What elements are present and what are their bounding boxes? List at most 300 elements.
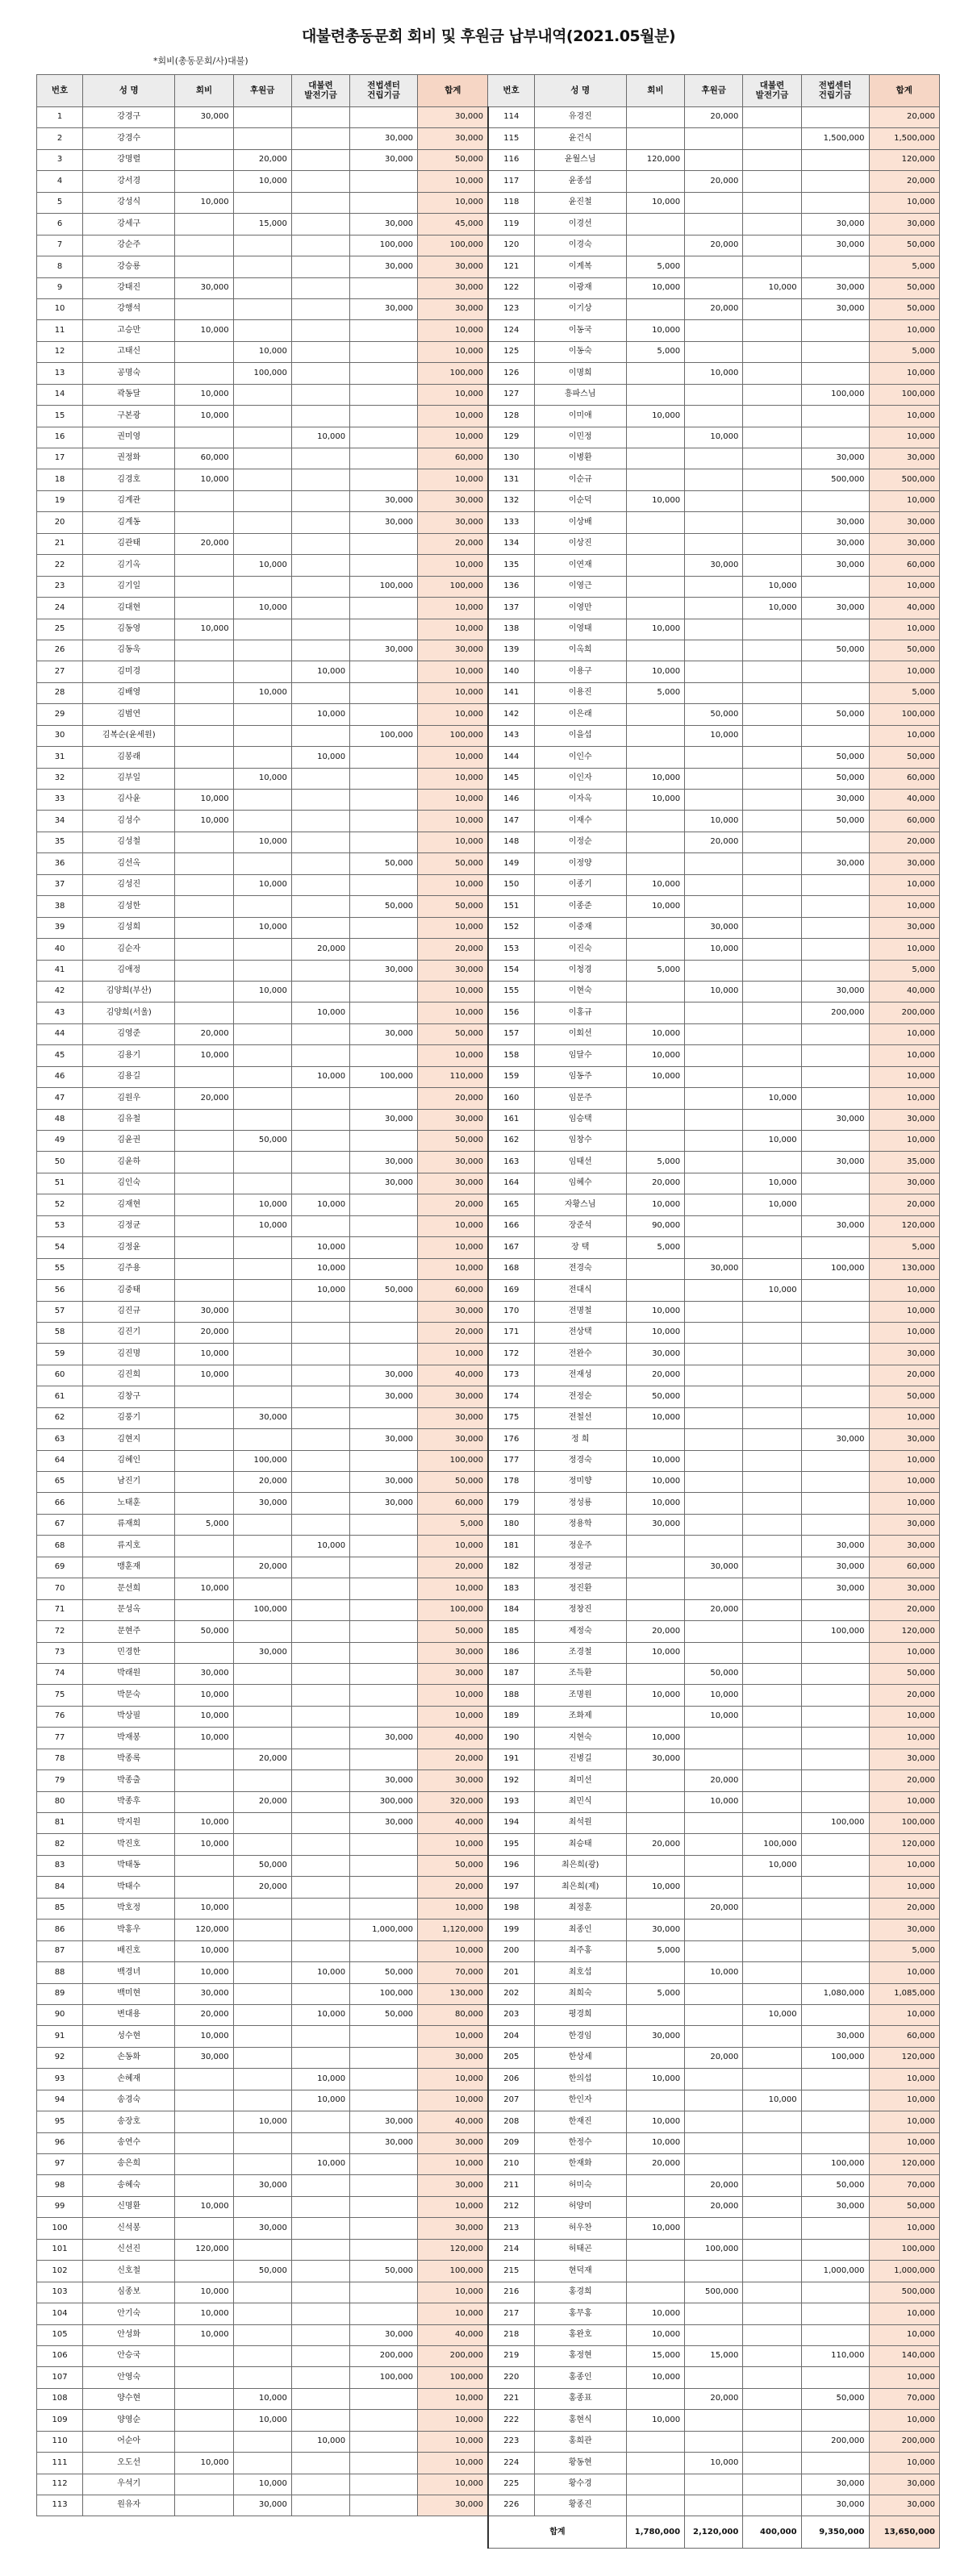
member-name: 김애정 <box>83 960 175 981</box>
grand-total-dues: 1,780,000 <box>626 2516 684 2549</box>
donation-amount <box>233 1919 291 1940</box>
member-name: 이은래 <box>534 704 626 725</box>
development-fund-amount <box>291 149 349 170</box>
center-fund-amount <box>350 747 418 768</box>
row-number: 93 <box>37 2069 83 2090</box>
row-total: 30,000 <box>418 1663 488 1684</box>
donation-amount: 20,000 <box>685 832 743 852</box>
row-number: 111 <box>37 2453 83 2474</box>
dues-amount <box>175 1002 233 1023</box>
development-fund-amount <box>743 2453 801 2474</box>
row-number: 18 <box>37 469 83 490</box>
row-total: 20,000 <box>418 939 488 960</box>
dues-amount: 20,000 <box>626 1365 684 1386</box>
dues-amount <box>175 149 233 170</box>
dues-amount: 10,000 <box>175 1365 233 1386</box>
row-total: 30,000 <box>418 128 488 149</box>
member-name: 이정순 <box>534 832 626 852</box>
table-header-row <box>37 75 940 107</box>
development-fund-amount <box>743 1663 801 1684</box>
dues-amount <box>626 2196 684 2217</box>
development-fund-amount <box>743 1109 801 1130</box>
row-total: 100,000 <box>869 1813 939 1834</box>
row-number: 124 <box>488 320 534 341</box>
row-number: 136 <box>488 576 534 597</box>
member-name: 박호정 <box>83 1898 175 1919</box>
dues-amount <box>626 1557 684 1578</box>
center-fund-amount: 30,000 <box>801 214 869 235</box>
member-name: 이회선 <box>534 1023 626 1044</box>
row-total: 1,085,000 <box>869 1983 939 2004</box>
member-name: 강행석 <box>83 298 175 319</box>
center-fund-amount <box>801 1706 869 1727</box>
center-fund-amount: 100,000 <box>350 725 418 746</box>
center-fund-amount <box>801 1514 869 1535</box>
row-number: 65 <box>37 1472 83 1493</box>
center-fund-amount <box>350 1258 418 1279</box>
member-name: 김현지 <box>83 1429 175 1450</box>
row-number: 119 <box>488 214 534 235</box>
dues-amount: 120,000 <box>175 1919 233 1940</box>
donation-amount <box>233 853 291 874</box>
member-name: 이을섭 <box>534 725 626 746</box>
row-total: 30,000 <box>869 1919 939 1940</box>
donation-amount: 30,000 <box>685 555 743 576</box>
development-fund-amount <box>291 811 349 832</box>
member-name: 강경수 <box>83 128 175 149</box>
member-name: 한인자 <box>534 2090 626 2111</box>
dues-amount: 10,000 <box>626 661 684 682</box>
row-number: 187 <box>488 1663 534 1684</box>
dues-amount <box>175 1877 233 1898</box>
row-number: 75 <box>37 1685 83 1706</box>
donation-amount <box>233 1109 291 1130</box>
table-row <box>37 939 940 960</box>
center-fund-amount <box>350 1322 418 1343</box>
member-name: 정성룡 <box>534 1493 626 1514</box>
member-name: 이경선 <box>534 214 626 235</box>
center-fund-amount <box>801 661 869 682</box>
row-total: 40,000 <box>418 2111 488 2132</box>
row-total: 30,000 <box>869 1429 939 1450</box>
member-name: 오도선 <box>83 2453 175 2474</box>
row-total: 10,000 <box>869 874 939 895</box>
member-name: 김유철 <box>83 1109 175 1130</box>
member-name: 김복순(윤세원) <box>83 725 175 746</box>
dues-amount: 50,000 <box>626 1386 684 1407</box>
row-total: 100,000 <box>869 384 939 405</box>
center-fund-amount <box>801 1088 869 1109</box>
row-total: 20,000 <box>418 1088 488 1109</box>
row-number: 210 <box>488 2154 534 2175</box>
donation-amount: 10,000 <box>233 2388 291 2409</box>
table-row <box>37 1109 940 1130</box>
development-fund-amount <box>291 1940 349 1961</box>
table-row <box>37 555 940 576</box>
row-total: 10,000 <box>869 363 939 384</box>
row-number: 40 <box>37 939 83 960</box>
development-fund-amount <box>743 1023 801 1044</box>
row-total: 30,000 <box>418 1173 488 1194</box>
member-name: 김혜인 <box>83 1450 175 1471</box>
row-total: 30,000 <box>418 2175 488 2196</box>
donation-amount: 20,000 <box>685 2388 743 2409</box>
development-fund-amount <box>743 619 801 640</box>
row-number: 142 <box>488 704 534 725</box>
donation-amount: 10,000 <box>685 363 743 384</box>
row-number: 55 <box>37 1258 83 1279</box>
member-name: 홍종표 <box>534 2388 626 2409</box>
member-name: 김풍기 <box>83 1407 175 1428</box>
center-fund-amount: 50,000 <box>801 704 869 725</box>
table-row <box>37 1429 940 1450</box>
development-fund-amount <box>743 661 801 682</box>
center-fund-amount: 30,000 <box>801 2026 869 2047</box>
donation-amount <box>233 1173 291 1194</box>
development-fund-amount <box>743 533 801 554</box>
center-fund-amount <box>801 363 869 384</box>
row-total: 60,000 <box>418 1280 488 1301</box>
donation-amount <box>685 128 743 149</box>
row-total: 30,000 <box>418 1301 488 1322</box>
row-total: 20,000 <box>869 1194 939 1215</box>
center-fund-amount: 30,000 <box>801 790 869 811</box>
center-fund-amount <box>801 320 869 341</box>
dues-amount <box>175 1749 233 1769</box>
center-fund-amount <box>350 1642 418 1663</box>
development-fund-amount <box>743 768 801 789</box>
row-number: 60 <box>37 1365 83 1386</box>
row-number: 203 <box>488 2004 534 2025</box>
member-name: 이연재 <box>534 555 626 576</box>
row-number: 179 <box>488 1493 534 1514</box>
row-total: 10,000 <box>418 1578 488 1599</box>
dues-amount <box>626 235 684 256</box>
center-fund-amount: 30,000 <box>801 1429 869 1450</box>
row-number: 158 <box>488 1045 534 1066</box>
row-number: 45 <box>37 1045 83 1066</box>
donation-amount: 30,000 <box>233 1407 291 1428</box>
center-fund-amount <box>350 1621 418 1642</box>
dues-amount: 10,000 <box>626 1066 684 1087</box>
table-row <box>37 2004 940 2025</box>
dues-amount <box>175 1642 233 1663</box>
row-number: 72 <box>37 1621 83 1642</box>
donation-amount <box>685 768 743 789</box>
development-fund-amount <box>743 1322 801 1343</box>
member-name: 강서경 <box>83 171 175 192</box>
dues-amount <box>626 981 684 1002</box>
table-row <box>37 1194 940 1215</box>
row-number: 22 <box>37 555 83 576</box>
donation-amount: 20,000 <box>233 1791 291 1812</box>
dues-amount <box>175 981 233 1002</box>
development-fund-amount <box>743 1536 801 1557</box>
member-name: 맹훈재 <box>83 1557 175 1578</box>
development-fund-amount <box>743 1578 801 1599</box>
development-fund-amount <box>743 427 801 448</box>
donation-amount <box>233 2154 291 2175</box>
row-number: 103 <box>37 2282 83 2303</box>
development-fund-amount <box>743 1599 801 1620</box>
member-name: 허미숙 <box>534 2175 626 2196</box>
center-fund-amount <box>801 1663 869 1684</box>
table-row <box>37 1088 940 1109</box>
member-name: 김경호 <box>83 469 175 490</box>
development-fund-amount <box>291 214 349 235</box>
donation-amount <box>685 1983 743 2004</box>
dues-amount <box>175 896 233 917</box>
row-number: 97 <box>37 2154 83 2175</box>
member-name: 류지호 <box>83 1536 175 1557</box>
row-total: 10,000 <box>418 555 488 576</box>
dues-amount <box>175 298 233 319</box>
row-total: 30,000 <box>418 2132 488 2153</box>
donation-amount <box>685 1194 743 1215</box>
member-name: 한경임 <box>534 2026 626 2047</box>
header-center-fund: 전법센터 건립기금 <box>801 75 869 107</box>
dues-amount <box>626 1429 684 1450</box>
center-fund-amount: 30,000 <box>350 512 418 533</box>
donation-amount <box>233 1770 291 1791</box>
development-fund-amount <box>291 2218 349 2239</box>
member-name: 정정균 <box>534 1557 626 1578</box>
donation-amount <box>685 1215 743 1236</box>
row-number: 79 <box>37 1770 83 1791</box>
development-fund-amount <box>291 1621 349 1642</box>
grand-total-development-fund: 400,000 <box>743 2516 801 2549</box>
center-fund-amount <box>350 2196 418 2217</box>
dues-amount: 60,000 <box>175 448 233 469</box>
donation-amount <box>685 2410 743 2431</box>
center-fund-amount <box>801 576 869 597</box>
row-total: 10,000 <box>418 2090 488 2111</box>
donation-amount <box>685 960 743 981</box>
row-total: 10,000 <box>869 1322 939 1343</box>
dues-amount <box>626 1770 684 1791</box>
row-number: 115 <box>488 128 534 149</box>
center-fund-amount: 30,000 <box>350 1365 418 1386</box>
row-number: 23 <box>37 576 83 597</box>
table-row <box>37 1940 940 1961</box>
row-total: 10,000 <box>418 682 488 703</box>
row-number: 129 <box>488 427 534 448</box>
center-fund-amount: 30,000 <box>350 128 418 149</box>
row-number: 99 <box>37 2196 83 2217</box>
center-fund-amount: 30,000 <box>801 2495 869 2516</box>
table-row <box>37 576 940 597</box>
row-total: 10,000 <box>418 2154 488 2175</box>
donation-amount <box>685 1728 743 1749</box>
row-total: 50,000 <box>869 298 939 319</box>
dues-amount <box>175 1770 233 1791</box>
development-fund-amount <box>291 406 349 427</box>
row-number: 109 <box>37 2410 83 2431</box>
row-total: 30,000 <box>869 853 939 874</box>
development-fund-amount <box>743 1258 801 1279</box>
center-fund-amount: 30,000 <box>801 277 869 298</box>
dues-amount <box>175 427 233 448</box>
donation-amount <box>233 1621 291 1642</box>
total-spacer <box>37 2516 488 2549</box>
member-name: 김배영 <box>83 682 175 703</box>
donation-amount <box>233 747 291 768</box>
dues-amount <box>175 1152 233 1173</box>
donation-amount <box>685 1749 743 1769</box>
donation-amount <box>685 1877 743 1898</box>
donation-amount: 10,000 <box>685 811 743 832</box>
dues-amount <box>175 1855 233 1876</box>
row-number: 106 <box>37 2345 83 2366</box>
donation-amount: 50,000 <box>233 2261 291 2282</box>
center-fund-amount <box>350 1877 418 1898</box>
row-number: 54 <box>37 1237 83 1258</box>
development-fund-amount <box>743 2345 801 2366</box>
table-row <box>37 1706 940 1727</box>
row-number: 186 <box>488 1642 534 1663</box>
dues-amount <box>175 512 233 533</box>
member-name: 강순주 <box>83 235 175 256</box>
dues-amount <box>626 107 684 128</box>
center-fund-amount <box>801 1045 869 1066</box>
member-name: 강성식 <box>83 192 175 213</box>
dues-amount: 5,000 <box>626 960 684 981</box>
center-fund-amount <box>801 832 869 852</box>
dues-amount <box>175 1258 233 1279</box>
dues-amount <box>175 2090 233 2111</box>
dues-amount <box>626 214 684 235</box>
development-fund-amount <box>743 2111 801 2132</box>
development-fund-amount <box>743 853 801 874</box>
dues-amount: 10,000 <box>175 2324 233 2345</box>
dues-amount: 10,000 <box>175 1706 233 1727</box>
row-number: 31 <box>37 747 83 768</box>
dues-amount <box>175 2474 233 2495</box>
row-total: 10,000 <box>869 192 939 213</box>
member-name: 허우찬 <box>534 2218 626 2239</box>
member-name: 전재성 <box>534 1365 626 1386</box>
row-total: 10,000 <box>869 1131 939 1152</box>
donation-amount: 10,000 <box>233 1215 291 1236</box>
dues-amount: 90,000 <box>626 1215 684 1236</box>
donation-amount: 10,000 <box>233 917 291 938</box>
row-number: 21 <box>37 533 83 554</box>
row-number: 3 <box>37 149 83 170</box>
member-name: 김동욱 <box>83 640 175 661</box>
development-fund-amount <box>291 1215 349 1236</box>
member-name: 김대현 <box>83 598 175 619</box>
dues-amount: 10,000 <box>626 768 684 789</box>
table-row <box>37 2495 940 2516</box>
dues-amount <box>175 1407 233 1428</box>
dues-amount: 10,000 <box>175 790 233 811</box>
dues-amount: 15,000 <box>626 2345 684 2366</box>
center-fund-amount: 30,000 <box>350 1152 418 1173</box>
donation-amount <box>685 1045 743 1066</box>
dues-amount <box>175 2410 233 2431</box>
member-name: 김양희(서울) <box>83 1002 175 1023</box>
row-total: 10,000 <box>418 2196 488 2217</box>
center-fund-amount <box>350 1536 418 1557</box>
member-name: 전상택 <box>534 1322 626 1343</box>
dues-amount <box>175 917 233 938</box>
dues-amount <box>175 1280 233 1301</box>
center-fund-amount: 200,000 <box>801 1002 869 1023</box>
table-row <box>37 1344 940 1365</box>
donation-amount <box>685 1834 743 1855</box>
dues-amount: 10,000 <box>626 2069 684 2090</box>
row-total: 30,000 <box>869 214 939 235</box>
row-total: 20,000 <box>418 1749 488 1769</box>
dues-amount <box>626 1280 684 1301</box>
development-fund-amount <box>291 235 349 256</box>
donation-amount: 30,000 <box>233 1642 291 1663</box>
development-fund-amount <box>743 2132 801 2153</box>
table-row <box>37 1173 940 1194</box>
row-number: 160 <box>488 1088 534 1109</box>
development-fund-amount <box>743 2175 801 2196</box>
row-number: 9 <box>37 277 83 298</box>
development-fund-amount <box>743 171 801 192</box>
dues-amount: 10,000 <box>626 1877 684 1898</box>
center-fund-amount: 50,000 <box>801 640 869 661</box>
donation-amount <box>685 341 743 362</box>
member-name: 박종출 <box>83 1770 175 1791</box>
row-number: 90 <box>37 2004 83 2025</box>
row-number: 147 <box>488 811 534 832</box>
row-number: 14 <box>37 384 83 405</box>
row-number: 167 <box>488 1237 534 1258</box>
development-fund-amount <box>743 1791 801 1812</box>
row-total: 10,000 <box>869 2069 939 2090</box>
center-fund-amount <box>801 874 869 895</box>
dues-amount <box>626 853 684 874</box>
dues-amount: 10,000 <box>626 874 684 895</box>
row-number: 13 <box>37 363 83 384</box>
dues-amount: 30,000 <box>175 277 233 298</box>
development-fund-amount <box>743 1728 801 1749</box>
dues-amount <box>626 2175 684 2196</box>
dues-amount <box>175 1472 233 1493</box>
row-number: 176 <box>488 1429 534 1450</box>
development-fund-amount <box>291 128 349 149</box>
row-total: 100,000 <box>418 1599 488 1620</box>
dues-amount: 5,000 <box>626 1152 684 1173</box>
row-total: 10,000 <box>869 1728 939 1749</box>
member-name: 진병길 <box>534 1749 626 1769</box>
row-total: 30,000 <box>869 1109 939 1130</box>
donation-amount <box>685 1536 743 1557</box>
donation-amount <box>685 1919 743 1940</box>
development-fund-amount: 10,000 <box>291 1066 349 1087</box>
center-fund-amount <box>350 1045 418 1066</box>
donation-amount: 50,000 <box>685 704 743 725</box>
donation-amount <box>685 469 743 490</box>
center-fund-amount <box>801 1770 869 1791</box>
center-fund-amount <box>801 1919 869 1940</box>
dues-amount: 30,000 <box>626 1749 684 1769</box>
row-total: 70,000 <box>418 1962 488 1983</box>
donation-amount <box>685 2431 743 2452</box>
development-fund-amount <box>291 2345 349 2366</box>
member-name: 임문주 <box>534 1088 626 1109</box>
center-fund-amount: 30,000 <box>350 1472 418 1493</box>
donation-amount: 100,000 <box>233 1450 291 1471</box>
row-number: 161 <box>488 1109 534 1130</box>
development-fund-amount <box>743 363 801 384</box>
donation-amount <box>233 1280 291 1301</box>
row-number: 100 <box>37 2218 83 2239</box>
